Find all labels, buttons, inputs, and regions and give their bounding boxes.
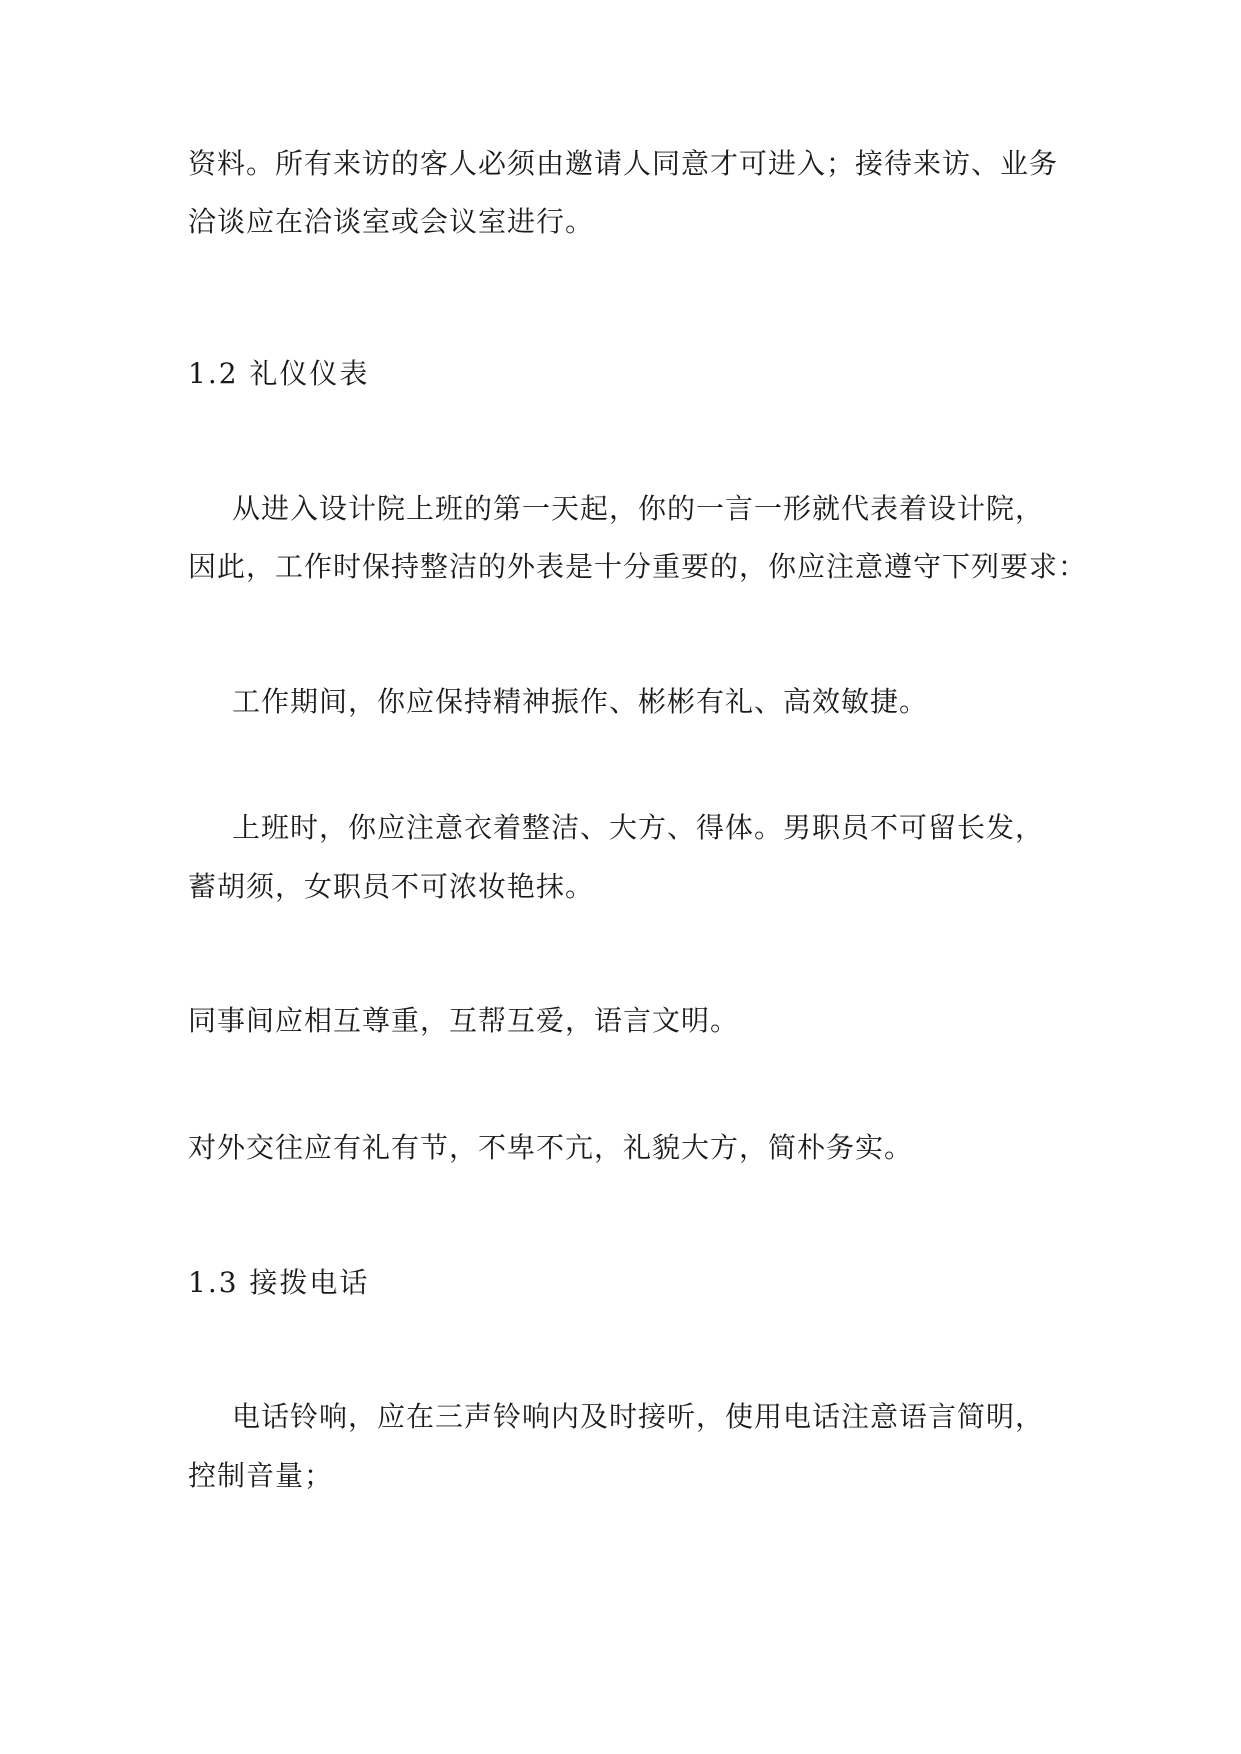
section-heading: 1.2 礼仪仪表 [188, 357, 370, 390]
paragraph-line: 同事间应相互尊重，互帮互爱，语言文明。 [188, 1004, 740, 1037]
paragraph-line: 洽谈应在洽谈室或会议室进行。 [188, 205, 595, 238]
paragraph-line: 对外交往应有礼有节，不卑不亢，礼貌大方，简朴务实。 [188, 1131, 914, 1164]
paragraph-line: 蓄胡须，女职员不可浓妆艳抹。 [188, 870, 595, 903]
paragraph-line: 资料。所有来访的客人必须由邀请人同意才可进入；接待来访、业务 [188, 147, 1059, 180]
paragraph-line: 从进入设计院上班的第一天起，你的一言一形就代表着设计院， [232, 492, 1045, 525]
paragraph-line: 因此，工作时保持整洁的外表是十分重要的，你应注意遵守下列要求： [188, 550, 1088, 583]
section-heading: 1.3 接拨电话 [188, 1266, 370, 1299]
paragraph-line: 上班时，你应注意衣着整洁、大方、得体。男职员不可留长发， [232, 811, 1045, 844]
paragraph-line: 工作期间，你应保持精神振作、彬彬有礼、高效敏捷。 [232, 685, 929, 718]
paragraph-line: 控制音量； [188, 1459, 334, 1492]
paragraph-line: 电话铃响，应在三声铃响内及时接听，使用电话注意语言简明， [232, 1400, 1045, 1433]
